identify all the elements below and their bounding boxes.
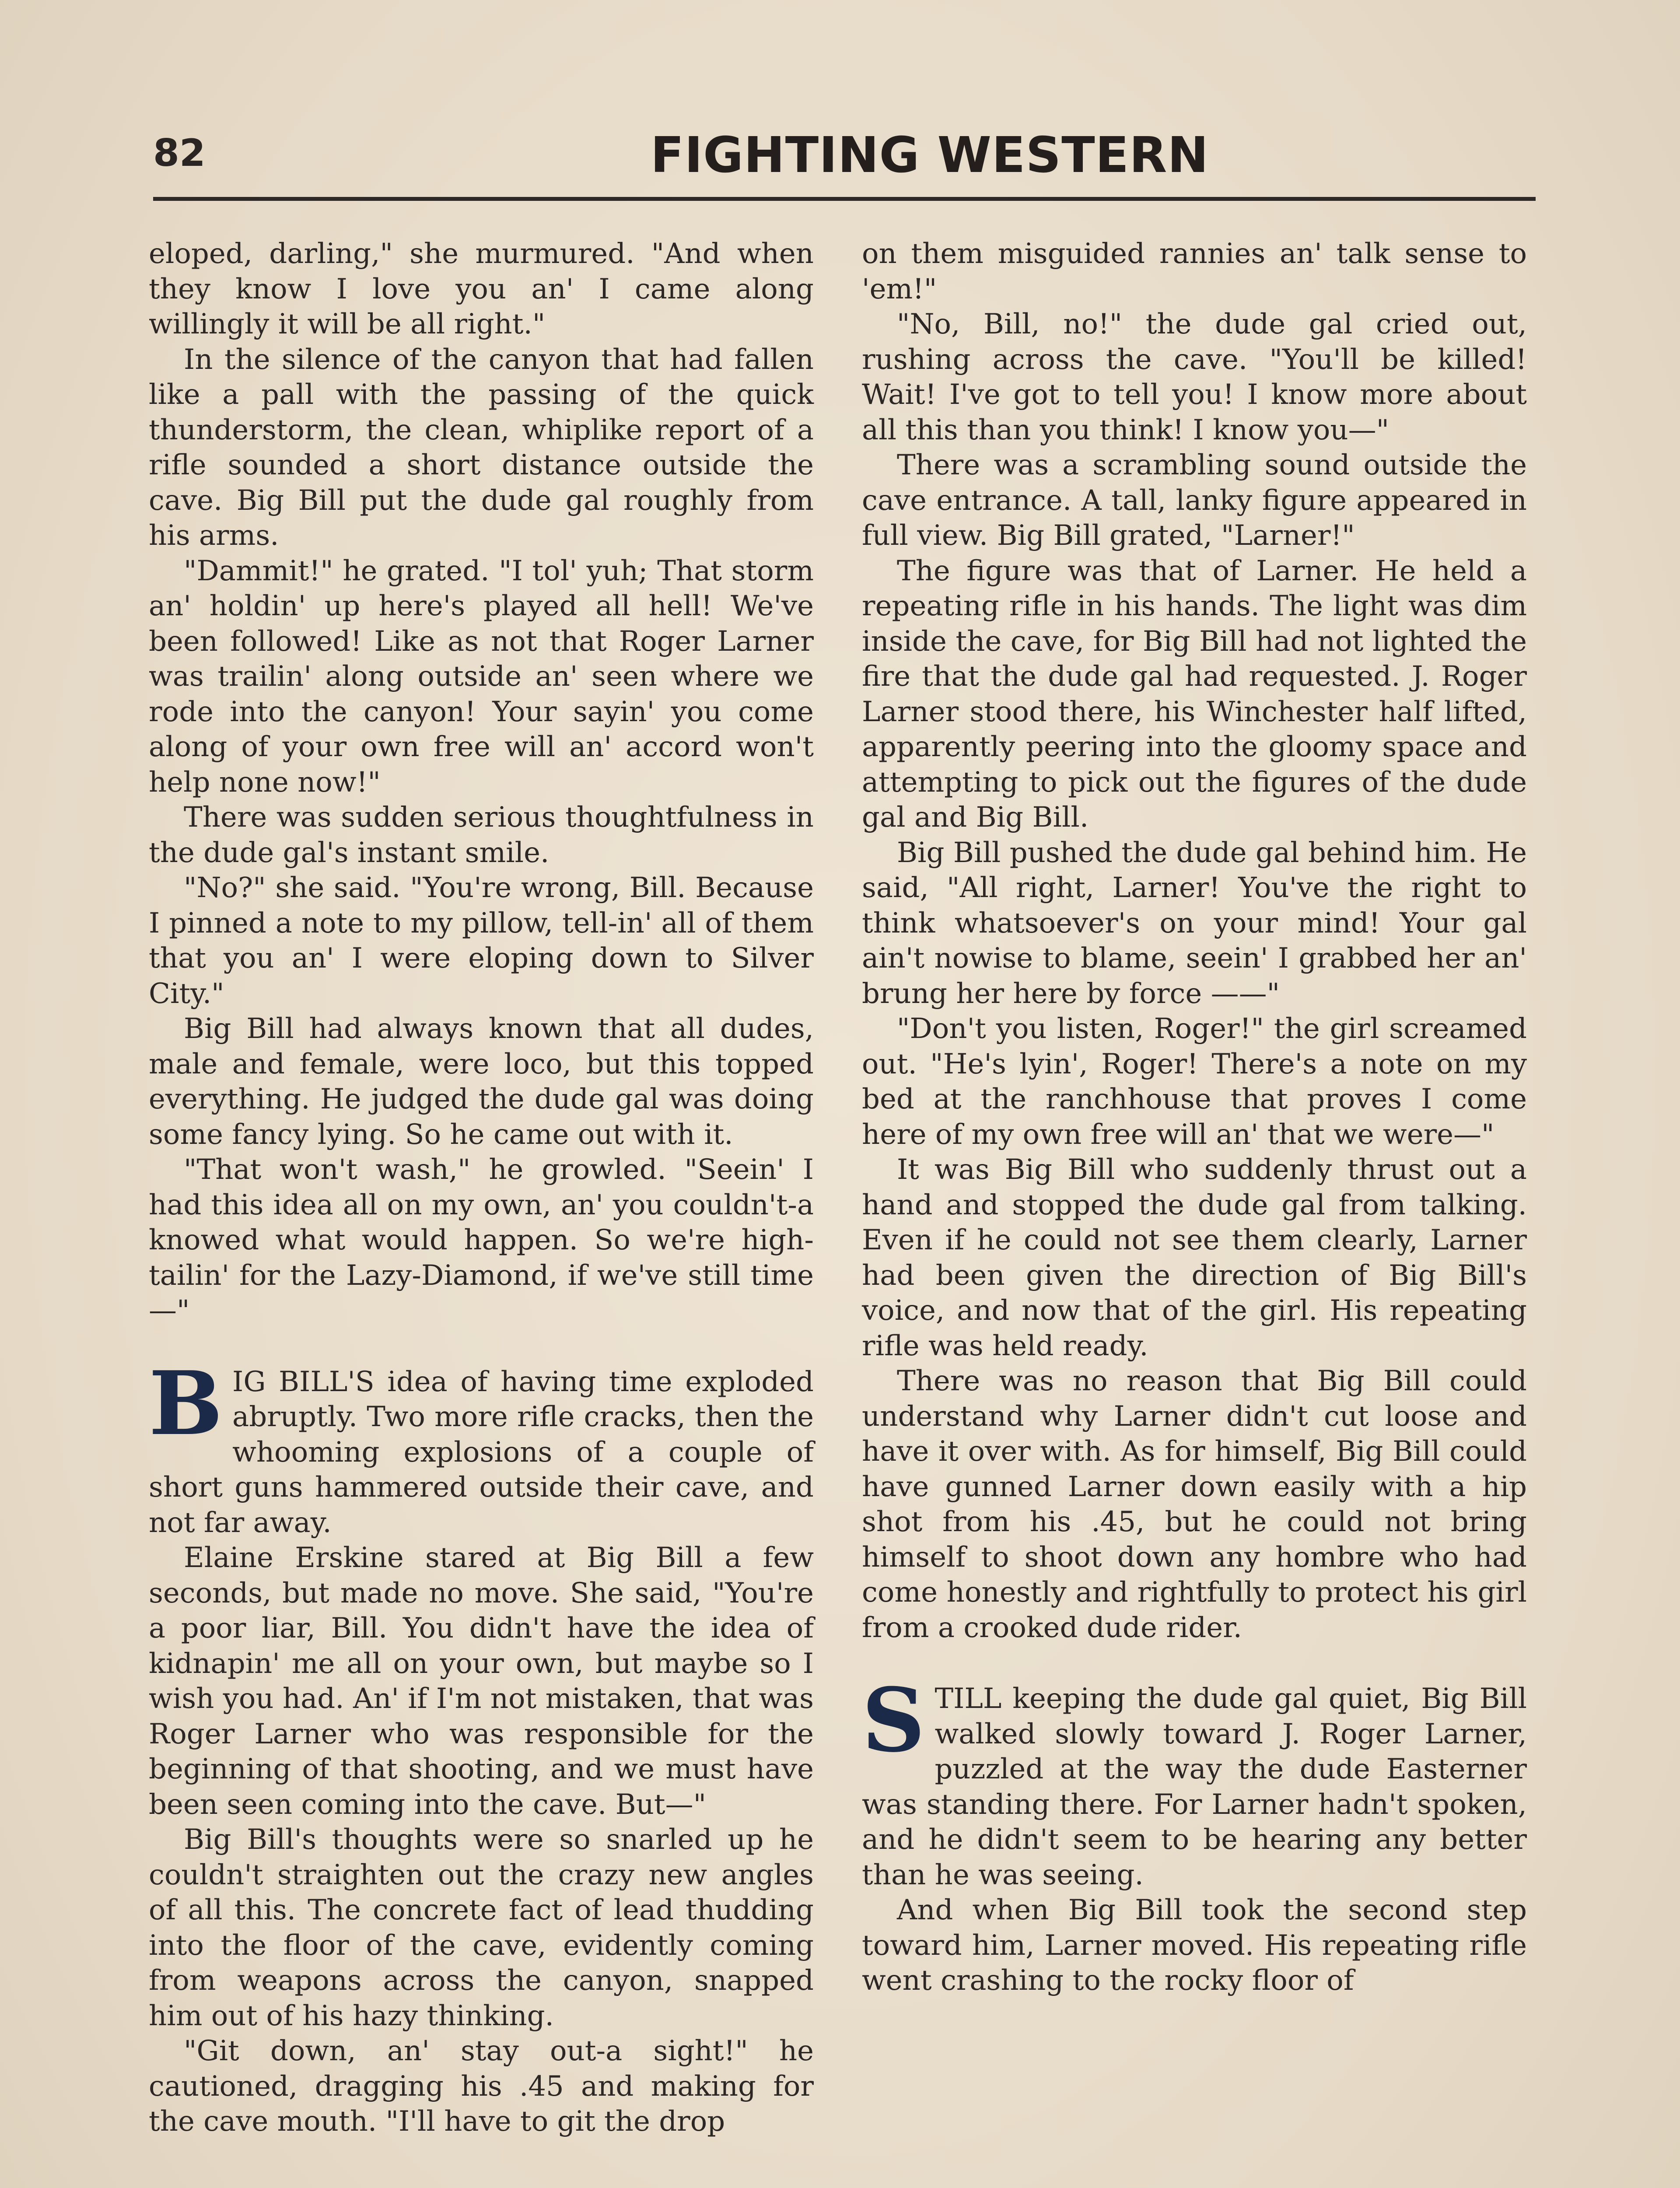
paragraph: eloped, darling," she murmured. "And when they know I love you an' I came along willingly it will be all right." <box>149 238 814 340</box>
paragraph: The figure was that of Larner. He held a repeating rifle in his hands. The light was dim inside the cave, for Big Bill had not lighted the fire that the dude gal had requested. J. Roger Larner stood there, his Winchester half lifted, apparently peering into the gloomy space and attempting to pick out the figures of the dude gal and Big Bill. <box>862 554 1527 834</box>
paragraph: Big Bill's thoughts were so snarled up he couldn't straighten out the crazy new angles of all this. The concrete fact of lead thudding into the floor of the cave, evidently coming from weapons across the canyon, snapped him out of his hazy thinking. <box>149 1823 814 2032</box>
section-paragraph <box>862 1669 1527 1893</box>
paragraph: There was a scrambling sound outside the cave entrance. A tall, lanky figure appeared in full view. Big Bill grated, "Larner!" <box>862 449 1527 552</box>
paragraph: In the silence of the canyon that had fallen like a pall with the passing of the quick thunderstorm, the clean, whiplike report of a rifle sounded a short distance outside the cave. Big Bill put the dude gal roughly from his arms. <box>149 343 814 552</box>
paragraph: "Don't you listen, Roger!" the girl screamed out. "He's lyin', Roger! There's a note on my bed at the ranchhouse that proves I come here of my own free will an' that we were—" <box>862 1013 1527 1151</box>
right-column <box>862 236 1527 1999</box>
paragraph: "That won't wash," he growled. "Seein' I had this idea all on my own, an' you couldn't-a knowed what would happen. So we're high-tailin' for the Lazy-Diamond, if we've still time—" <box>149 1154 814 1327</box>
paragraph: "Dammit!" he grated. "I tol' yuh; That storm an' holdin' up here's played all hell! We've been followed! Like as not that Roger Larner was trailin' along outside an' seen where we rode into the canyon! Your sayin' you come along of your own free will an' accord won't help none now!" <box>149 554 814 799</box>
drop-cap: B <box>149 1352 223 1455</box>
paragraph: Big Bill had always known that all dudes, male and female, were loco, but this topped everything. He judged the dude gal was doing some fancy lying. So he came out with it. <box>149 1013 814 1151</box>
section-paragraph <box>149 1352 814 1541</box>
drop-cap: S <box>862 1669 925 1772</box>
paragraph-text: IG BILL'S idea of having time exploded abruptly. Two more rifle cracks, then the whooming explosions of a couple of short guns hammered outside their cave, and not far away. <box>149 1365 814 1539</box>
paragraph: "No, Bill, no!" the dude gal cried out, rushing across the cave. "You'll be killed! Wait! I've got to tell you! I know more about all this than you think! I know you—" <box>862 308 1527 446</box>
left-column <box>149 236 814 2139</box>
paragraph-text: TILL keeping the dude gal quiet, Big Bill walked slowly toward J. Roger Larner, puzzled at the way the dude Easterner was standing there. For Larner hadn't spoken, and he didn't seem to be hearing any better than he was seeing. <box>862 1683 1527 1891</box>
paragraph: "Git down, an' stay out-a sight!" he cautioned, dragging his .45 and making for the cave mouth. "I'll have to git the drop <box>149 2035 814 2138</box>
paragraph: Elaine Erskine stared at Big Bill a few seconds, but made no move. She said, "You're a poor liar, Bill. You didn't have the idea of kidnapin' me all on your own, but maybe so I wish you had. An' if I'm not mistaken, that was Roger Larner who was responsible for the beginning of that shooting, and we must have been seen coming into the cave. But—" <box>149 1542 814 1821</box>
paragraph: There was no reason that Big Bill could understand why Larner didn't cut loose and have it over with. As for himself, Big Bill could have gunned Larner down easily with a hip shot from his .45, but he could not bring himself to shoot down any hombre who had come honestly and rightfully to protect his girl from a crooked dude rider. <box>862 1365 1527 1644</box>
paragraph: There was sudden serious thoughtfulness in the dude gal's instant smile. <box>149 801 814 869</box>
paragraph: It was Big Bill who suddenly thrust out a hand and stopped the dude gal from talking. Even if he could not see them clearly, Larner had been given the direction of Big Bill's voice, and now that of the girl. His repeating rifle was held ready. <box>862 1154 1527 1362</box>
paragraph: Big Bill pushed the dude gal behind him. He said, "All right, Larner! You've the right to think whatsoever's on your mind! Your gal ain't nowise to blame, seein' I grabbed her an' brung her here by force ——" <box>862 836 1527 1010</box>
magazine-title: FIGHTING WESTERN <box>650 127 1209 184</box>
paragraph: on them misguided rannies an' talk sense to 'em!" <box>862 238 1527 305</box>
page-number: 82 <box>153 131 206 175</box>
paragraph: "No?" she said. "You're wrong, Bill. Because I pinned a note to my pillow, tell-in' all of them that you an' I were eloping down to Silver City." <box>149 872 814 1010</box>
page-header <box>153 127 1536 188</box>
paragraph: And when Big Bill took the second step toward him, Larner moved. His repeating rifle went crashing to the rocky floor of <box>862 1894 1527 1997</box>
header-rule <box>153 197 1536 201</box>
